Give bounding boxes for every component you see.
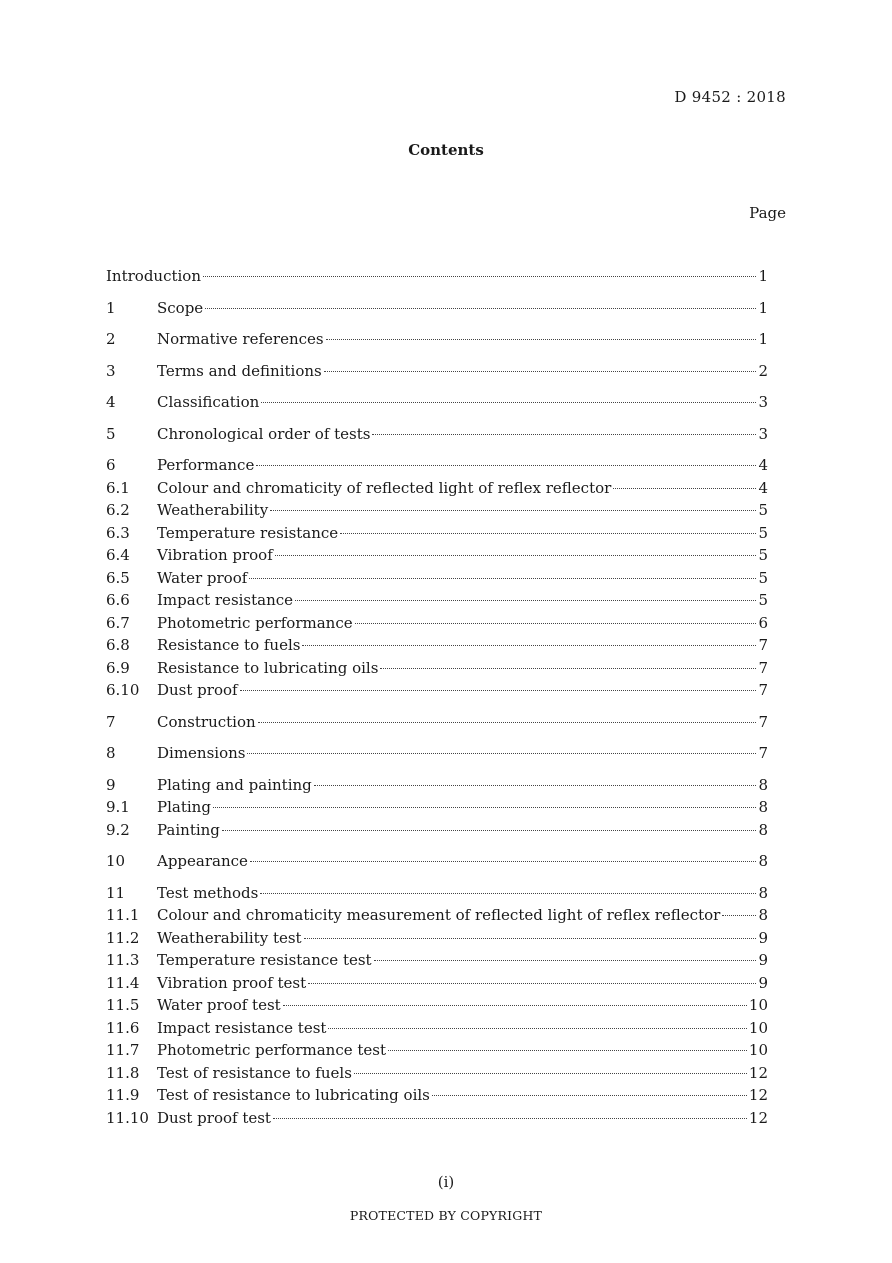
toc-entry-page: 3 [758, 424, 768, 443]
toc-entry-label: Water proof [157, 568, 248, 587]
toc-entry[interactable] [106, 1039, 768, 1062]
toc-entry-label: Weatherability [157, 501, 269, 519]
toc-entry-number: 6.5 [106, 568, 130, 587]
toc-entry-label: Test of resistance to fuels [157, 1063, 352, 1082]
footer-copyright: PROTECTED BY COPYRIGHT [349, 1208, 543, 1223]
dot-leader [308, 983, 756, 984]
toc-entry[interactable] [106, 882, 768, 905]
toc-entry-page: 4 [758, 456, 768, 474]
toc-entry-label: Temperature resistance test [157, 951, 372, 969]
toc-entry-number: 5 [106, 424, 116, 443]
toc-entry-number: 2 [106, 330, 116, 348]
dot-leader [203, 276, 756, 277]
dot-leader [380, 668, 756, 669]
toc-entry-label: Appearance [157, 852, 248, 870]
toc-entry-page: 5 [758, 568, 768, 587]
toc-entry-label: Normative references [157, 330, 324, 348]
toc-entry-label: Test of resistance to lubricating oils [157, 1086, 430, 1104]
toc-entry-label: Introduction [106, 267, 201, 285]
dot-leader [260, 893, 756, 894]
toc-entry-label: Terms and definitions [157, 361, 322, 380]
toc-entry[interactable] [106, 774, 768, 797]
toc-entry-number: 11.6 [106, 1018, 140, 1037]
toc-entry[interactable] [106, 1062, 768, 1085]
toc-entry[interactable] [106, 360, 768, 383]
page-title: Contents [408, 141, 484, 159]
dot-leader [326, 339, 757, 340]
toc-entry-page: 12 [748, 1108, 768, 1127]
toc-entry-number: 6 [106, 456, 116, 474]
dot-leader [275, 555, 757, 556]
toc-entry-page: 8 [758, 906, 768, 924]
toc-entry-label: Classification [157, 393, 260, 411]
toc-entry[interactable] [106, 949, 768, 972]
toc-entry-label: Chronological order of tests [157, 424, 371, 443]
toc-entry-label: Painting [157, 820, 220, 839]
toc-entry-page: 5 [758, 546, 768, 564]
dot-leader [283, 1005, 747, 1006]
toc-entry-label: Resistance to fuels [157, 636, 301, 654]
dot-leader [372, 434, 756, 435]
toc-entry-label: Vibration proof test [157, 973, 307, 992]
toc-entry-number: 11.10 [106, 1108, 149, 1127]
toc-entry[interactable] [106, 927, 768, 950]
dot-leader [340, 533, 756, 534]
dot-leader [258, 722, 757, 723]
toc-entry-label: Weatherability test [157, 928, 302, 947]
dot-leader [388, 1050, 747, 1051]
toc-entry-number: 11.4 [106, 973, 140, 992]
toc-entry[interactable] [106, 850, 768, 873]
dot-leader [273, 1118, 747, 1119]
toc-entry[interactable] [106, 1084, 768, 1107]
toc-entry-label: Scope [157, 298, 204, 317]
dot-leader [270, 510, 756, 511]
toc-entry-number: 9.1 [106, 798, 130, 816]
toc-entry-number: 9.2 [106, 820, 130, 839]
dot-leader [261, 402, 756, 403]
toc-entry-page: 7 [758, 681, 768, 699]
toc-entry[interactable] [106, 544, 768, 567]
toc-entry[interactable] [106, 1017, 768, 1040]
toc-entry-label: Impact resistance test [157, 1018, 327, 1037]
toc-entry-label: Vibration proof [157, 546, 273, 564]
toc-entry-number: 6.4 [106, 546, 130, 564]
toc-entry[interactable] [106, 904, 768, 927]
toc-entry[interactable] [106, 612, 768, 635]
toc-entry[interactable] [106, 657, 768, 680]
toc-entry-page: 5 [758, 523, 768, 542]
toc-entry-page: 9 [758, 973, 768, 992]
toc-entry[interactable] [106, 1107, 768, 1130]
dot-leader [328, 1028, 746, 1029]
dot-leader [247, 753, 756, 754]
toc-entry-number: 9 [106, 775, 116, 794]
toc-entry-label: Plating [157, 798, 211, 816]
toc-entry-page: 10 [748, 1018, 768, 1037]
toc-entry-number: 10 [106, 852, 126, 870]
footer-page-number: (i) [437, 1173, 455, 1191]
dot-leader [722, 915, 756, 916]
toc-entry-number: 11.7 [106, 1041, 140, 1059]
dot-leader [355, 623, 757, 624]
toc-entry-number: 4 [106, 393, 116, 411]
dot-leader [240, 690, 757, 691]
dot-leader [249, 578, 756, 579]
toc-entry-page: 9 [758, 928, 768, 947]
dot-leader [613, 488, 756, 489]
toc-entry-number: 11.1 [106, 906, 140, 924]
dot-leader [304, 938, 757, 939]
toc-entry[interactable] [106, 454, 768, 477]
toc-entry-label: Water proof test [157, 996, 281, 1014]
toc-entry-page: 7 [758, 712, 768, 731]
dot-leader [302, 645, 756, 646]
toc-entry-page: 1 [758, 330, 768, 348]
toc-entry-label: Photometric performance test [157, 1041, 387, 1059]
toc-entry[interactable] [106, 522, 768, 545]
table-of-contents [106, 265, 768, 1129]
dot-leader [213, 807, 757, 808]
toc-entry-label: Performance [157, 456, 255, 474]
toc-entry[interactable] [106, 994, 768, 1017]
toc-entry-label: Dust proof test [157, 1108, 271, 1127]
toc-entry-page: 3 [758, 393, 768, 411]
toc-entry-page: 12 [748, 1086, 768, 1104]
toc-entry[interactable] [106, 711, 768, 734]
toc-entry[interactable] [106, 819, 768, 842]
dot-leader [250, 861, 757, 862]
toc-entry-label: Temperature resistance [157, 523, 339, 542]
toc-entry-number: 11.3 [106, 951, 140, 969]
dot-leader [432, 1095, 747, 1096]
toc-entry-label: Colour and chromaticity of reflected light of reflex reflector [157, 478, 612, 497]
page-column-label: Page [749, 204, 786, 222]
toc-entry[interactable] [106, 742, 768, 765]
toc-entry-number: 11.5 [106, 996, 140, 1014]
toc-entry-page: 1 [758, 298, 768, 317]
toc-entry-label: Plating and painting [157, 775, 312, 794]
toc-entry-page: 5 [758, 591, 768, 609]
toc-entry-page: 2 [758, 361, 768, 380]
dot-leader [222, 830, 757, 831]
toc-entry-page: 12 [748, 1063, 768, 1082]
document-id: D 9452 : 2018 [674, 88, 786, 106]
toc-entry-page: 7 [758, 658, 768, 677]
toc-entry-page: 9 [758, 951, 768, 969]
toc-entry-number: 11.9 [106, 1086, 140, 1104]
toc-entry-page: 4 [758, 478, 768, 497]
toc-entry-page: 8 [758, 820, 768, 839]
toc-entry[interactable] [106, 265, 768, 288]
toc-entry-label: Colour and chromaticity measurement of reflected light of reflex reflector [157, 906, 721, 924]
toc-entry-number: 3 [106, 361, 116, 380]
toc-entry[interactable] [106, 328, 768, 351]
toc-entry[interactable] [106, 589, 768, 612]
toc-entry-number: 6.8 [106, 636, 130, 654]
toc-entry-number: 6.7 [106, 613, 130, 632]
dot-leader [314, 785, 757, 786]
toc-entry-number: 11.2 [106, 928, 140, 947]
toc-entry[interactable] [106, 391, 768, 414]
dot-leader [354, 1073, 747, 1074]
toc-entry-label: Impact resistance [157, 591, 294, 609]
toc-entry-page: 10 [748, 996, 768, 1014]
toc-entry-number: 7 [106, 712, 116, 731]
toc-entry-number: 11.8 [106, 1063, 140, 1082]
toc-entry-label: Dimensions [157, 744, 246, 762]
toc-entry-number: 6.2 [106, 501, 130, 519]
toc-entry-number: 6.1 [106, 478, 130, 497]
toc-entry[interactable] [106, 972, 768, 995]
toc-entry[interactable] [106, 679, 768, 702]
toc-entry-label: Resistance to lubricating oils [157, 658, 379, 677]
dot-leader [324, 371, 757, 372]
toc-entry[interactable] [106, 567, 768, 590]
toc-entry-page: 7 [758, 636, 768, 654]
toc-entry-label: Dust proof [157, 681, 238, 699]
toc-entry-page: 8 [758, 775, 768, 794]
toc-entry-number: 8 [106, 744, 116, 762]
toc-entry-number: 11 [106, 883, 126, 902]
dot-leader [295, 600, 756, 601]
toc-entry-page: 6 [758, 613, 768, 632]
toc-entry-label: Construction [157, 712, 256, 731]
toc-entry[interactable] [106, 423, 768, 446]
dot-leader [256, 465, 756, 466]
toc-entry-page: 5 [758, 501, 768, 519]
toc-entry[interactable] [106, 634, 768, 657]
toc-entry-label: Photometric performance [157, 613, 353, 632]
toc-entry-number: 6.3 [106, 523, 130, 542]
toc-entry-number: 6.6 [106, 591, 130, 609]
dot-leader [205, 308, 756, 309]
toc-entry-number: 6.9 [106, 658, 130, 677]
toc-entry-page: 8 [758, 883, 768, 902]
toc-entry-page: 10 [748, 1041, 768, 1059]
toc-entry-number: 1 [106, 298, 116, 317]
toc-entry-page: 1 [758, 267, 768, 285]
toc-entry-page: 7 [758, 744, 768, 762]
toc-entry[interactable] [106, 499, 768, 522]
toc-entry-number: 6.10 [106, 681, 140, 699]
toc-entry-page: 8 [758, 798, 768, 816]
toc-entry-label: Test methods [157, 883, 259, 902]
dot-leader [374, 960, 757, 961]
toc-entry[interactable] [106, 796, 768, 819]
toc-entry[interactable] [106, 297, 768, 320]
toc-entry-page: 8 [758, 852, 768, 870]
toc-entry[interactable] [106, 477, 768, 500]
